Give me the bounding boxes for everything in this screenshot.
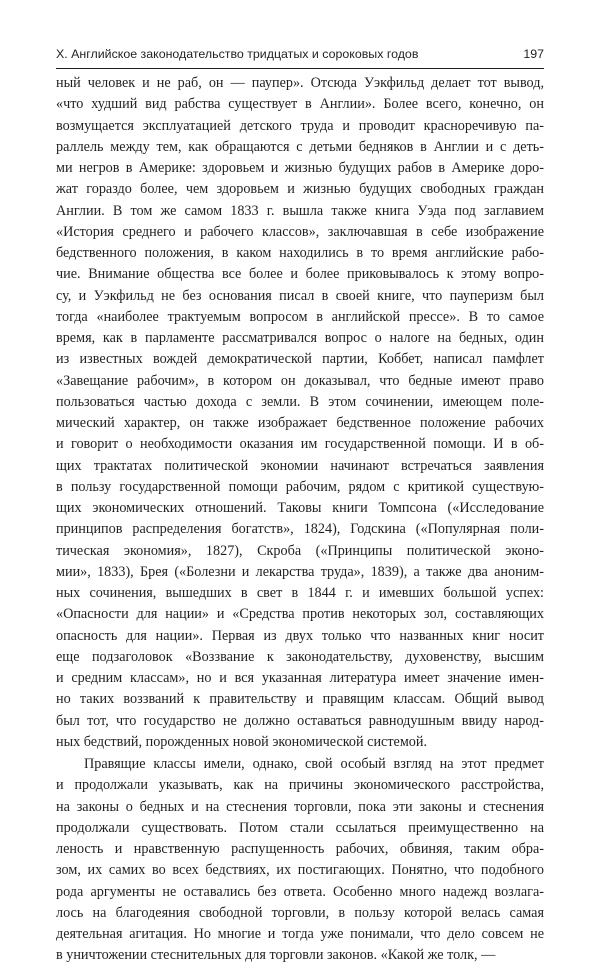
text-line: время, как в парламенте рассматривался вопрос о налоге на бедных, один bbox=[56, 330, 544, 346]
text-line: принципов распределения богатств», 1824), Годскина («Популярная поли- bbox=[56, 521, 544, 538]
text-line: щих трактатах политической экономии начинают встречаться заявления bbox=[56, 457, 544, 474]
text-line: жат гораздо более, чем здоровьем и жизнью будущих свободных граждан bbox=[56, 181, 544, 198]
text-line: продолжали существовать. Потом стали ссылаться преимущественно на bbox=[56, 819, 544, 836]
text-line: зом, их самих во всех бедствиях, их постигающих. Понятно, что подобного bbox=[56, 862, 544, 879]
text-line: ных сочинения, вышедших в свет в 1844 г. и имевших большой успех: bbox=[56, 585, 544, 601]
text-line: в уничтожении стеснительных для торговли законов. «Какой же толк, — bbox=[56, 947, 496, 964]
text-line: но таких воззваний к правительству и правящим классам. Общий вывод bbox=[56, 691, 544, 708]
text-line: «История среднего и рабочего классов», заключавшая в себе изображение bbox=[56, 223, 544, 240]
text-line: Правящие классы имели, однако, свой особый взгляд на этот предмет bbox=[84, 756, 544, 772]
text-line: возмущается эксплуатацией детского труда и проводит красноречивую па- bbox=[56, 117, 544, 134]
text-line: «что худший вид рабства существует в Англии». Более всего, конечно, он bbox=[56, 96, 544, 113]
paragraph bbox=[56, 754, 544, 967]
text-line: рода аргументы не оставались без ответа. Особенно много надежд возлага- bbox=[56, 883, 544, 900]
text-line: был тот, что государство не должно оставаться равнодушным ввиду народ- bbox=[56, 712, 544, 729]
text-line: Англии. В том же самом 1833 г. вышла также книга Уэда под заглавием bbox=[56, 202, 544, 219]
paragraph bbox=[56, 73, 544, 753]
body-text bbox=[56, 73, 544, 967]
text-line: на законы о бедных и на стеснения торговли, пока эти законы и стеснения bbox=[56, 798, 544, 815]
text-line: су, и Уэкфильд не без основания писал в своей книге, что пауперизм был bbox=[56, 287, 544, 304]
text-line: щих экономических отношений. Таковы книги Томпсона («Исследование bbox=[56, 500, 544, 516]
text-line: тическая экономия», 1827), Скроба («Принципы политической эконо- bbox=[56, 542, 544, 559]
text-line: и продолжали указывать, как на причины экономического расстройства, bbox=[56, 777, 544, 794]
text-line: ных бедствий, порожденных новой экономической системой. bbox=[56, 733, 428, 750]
text-line: и средним классам», но и вся указанная литература имеет значение имен- bbox=[56, 670, 544, 686]
page-number: 197 bbox=[523, 47, 544, 61]
text-line: бедственного положения, в каком находились в то время английские рабо- bbox=[56, 245, 544, 261]
text-line: опасность для нации». Первая из двух только что названных книг носит bbox=[56, 627, 544, 644]
text-line: «Завещание рабочим», в котором он доказывал, что бедные имеют право bbox=[56, 372, 544, 389]
text-line: мический характер, он также изображает бедственное положение рабочих bbox=[56, 415, 544, 431]
text-line: ный человек и не раб, он — паупер». Отсюда Уэкфильд делает тот вывод, bbox=[56, 75, 544, 91]
text-line: раллель между тем, как обращаются с детьми бедняков в Англии и с деть- bbox=[56, 138, 544, 155]
text-line: и говорит о необходимости оказания им государственной помощи. И в об- bbox=[56, 436, 544, 453]
text-line: лось на благодеяния свободной торговли, в пользу которой велась самая bbox=[56, 904, 544, 921]
text-line: из известных вождей демократической партии, Коббет, написал памфлет bbox=[56, 351, 544, 368]
running-head bbox=[56, 44, 544, 64]
text-line: «Опасности для нации» и «Средства против некоторых зол, составляющих bbox=[56, 606, 544, 623]
text-line: в пользу государственной помощи рабочим, рядом с критикой существую- bbox=[56, 478, 544, 495]
running-title: X. Английское законодательство тридцатых и сороковых годов bbox=[56, 47, 419, 61]
text-line: еще подзаголовок «Воззвание к законодательству, духовенству, высшим bbox=[56, 648, 544, 665]
text-line: леность и нравственную распущенность рабочих, обвиняя, таким обра- bbox=[56, 841, 544, 857]
text-line: ми негров в Америке: здоровьем и жизнью будущих рабов в Америке доро- bbox=[56, 160, 544, 176]
text-line: пользоваться частью дохода с земли. В этом сочинении, имеющем поле- bbox=[56, 393, 544, 410]
text-line: деятельная агитация. Но многие и тогда уже понимали, что дело совсем не bbox=[56, 926, 544, 942]
text-line: мии», 1833), Брея («Болезни и лекарства труда», 1839), а также два аноним- bbox=[56, 563, 544, 580]
text-line: тогда «наиболее трактуемым вопросом в английской прессе». В то самое bbox=[56, 308, 544, 325]
text-line: чие. Внимание общества все более и более приковывалось к этому вопро- bbox=[56, 266, 544, 283]
header-rule bbox=[56, 68, 544, 69]
